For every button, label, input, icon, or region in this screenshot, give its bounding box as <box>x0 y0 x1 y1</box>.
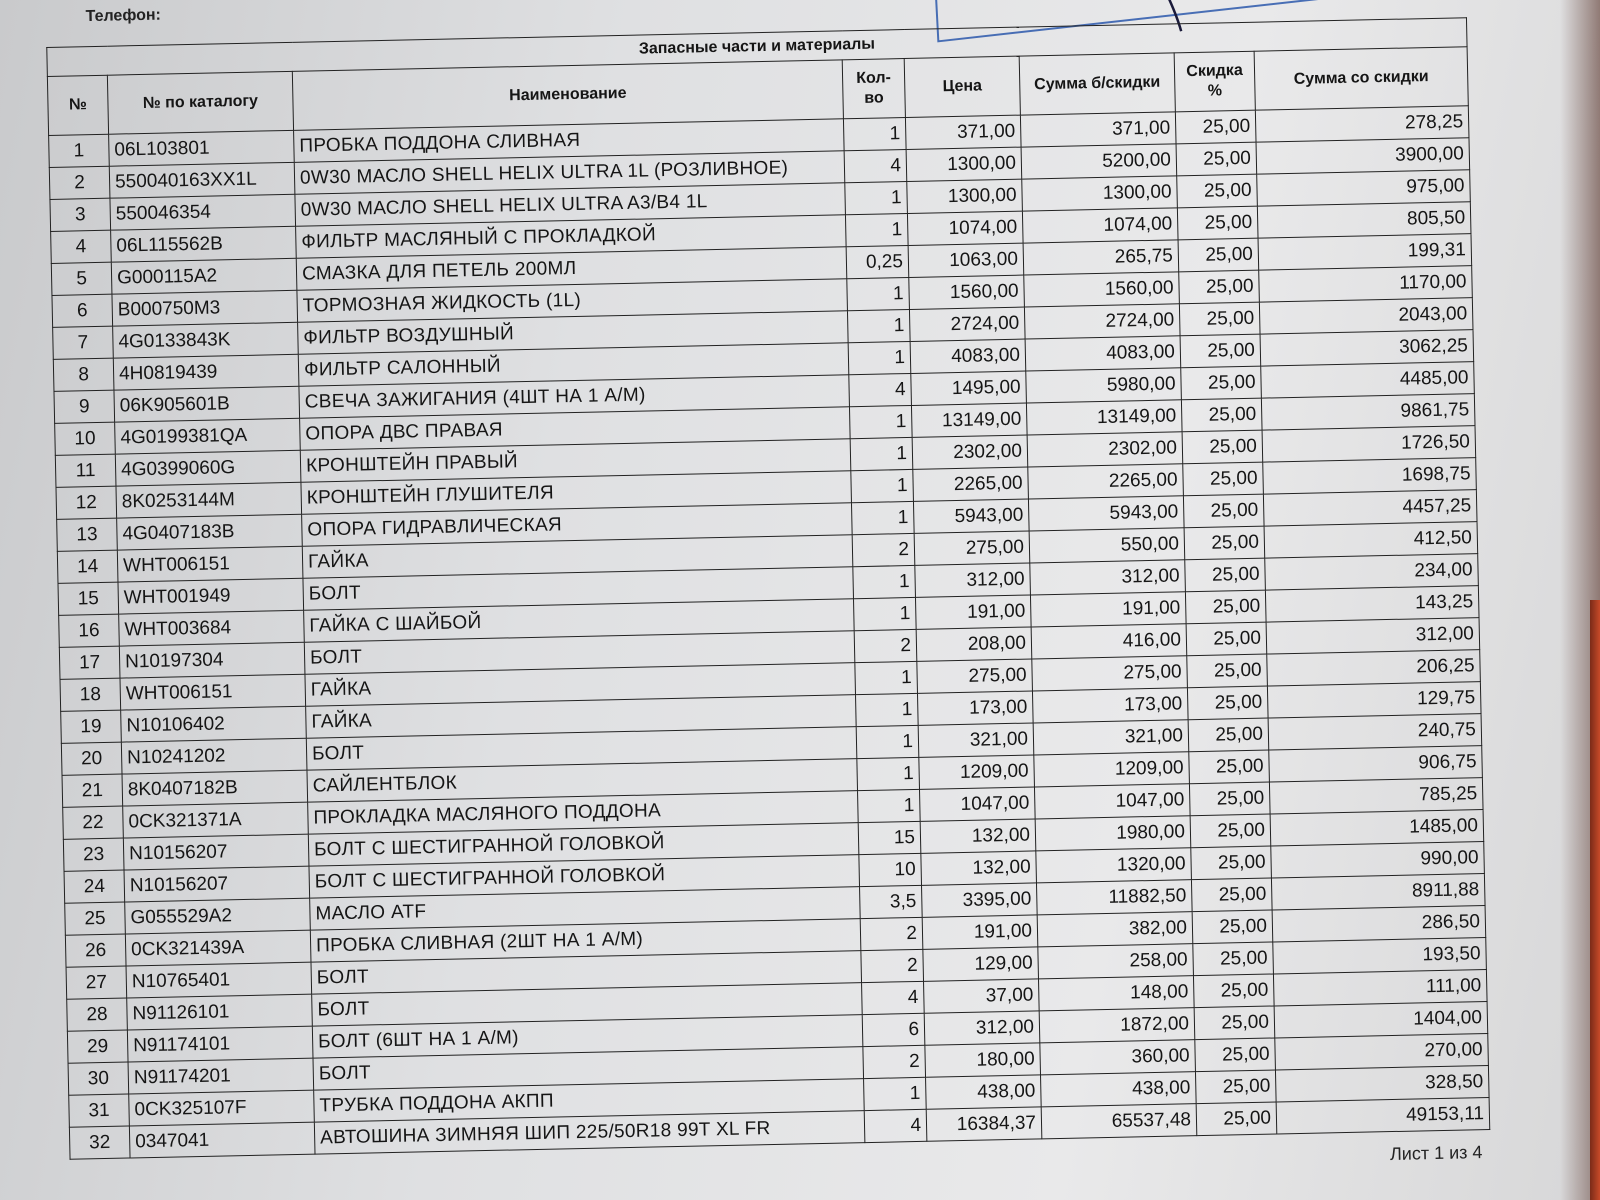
part-name: СМАЗКА ДЛЯ ПЕТЕЛЬ 200МЛ <box>296 247 847 291</box>
discount-percent: 25,00 <box>1177 174 1258 208</box>
price: 438,00 <box>926 1075 1042 1109</box>
sum-without-discount: 2265,00 <box>1028 464 1184 499</box>
price: 1300,00 <box>906 147 1022 181</box>
price: 1074,00 <box>907 211 1023 245</box>
sum-with-discount: 286,50 <box>1272 906 1486 942</box>
discount-percent: 25,00 <box>1176 142 1257 176</box>
sum-without-discount: 1980,00 <box>1035 816 1191 851</box>
price: 1063,00 <box>908 243 1024 277</box>
catalog-number: 06L103801 <box>109 130 295 166</box>
row-number: 16 <box>59 614 120 647</box>
row-number: 11 <box>55 454 116 487</box>
catalog-number: WHT006151 <box>117 546 303 582</box>
discount-percent: 25,00 <box>1191 846 1272 880</box>
catalog-number: 4G0133843K <box>113 322 299 358</box>
sum-with-discount: 4457,25 <box>1263 490 1477 526</box>
sum-with-discount: 1485,00 <box>1270 810 1484 846</box>
catalog-number: 8K0253144M <box>116 482 302 518</box>
sum-without-discount: 173,00 <box>1032 688 1188 723</box>
price: 132,00 <box>920 819 1036 853</box>
quantity: 1 <box>847 309 910 342</box>
price: 1560,00 <box>909 275 1025 309</box>
catalog-number: 4G0399060G <box>115 450 301 486</box>
catalog-number: 4G0199381QA <box>115 418 301 454</box>
sum-without-discount: 1320,00 <box>1036 848 1192 883</box>
col-header-sum: Сумма б/скидки <box>1019 53 1175 115</box>
catalog-number: 0CK321439A <box>125 930 311 966</box>
sum-without-discount: 148,00 <box>1038 976 1194 1011</box>
col-header-price: Цена <box>904 56 1020 117</box>
sum-without-discount: 1209,00 <box>1034 752 1190 787</box>
price: 2265,00 <box>913 467 1029 501</box>
table-title: Запасные части и материалы <box>47 18 1467 77</box>
quantity: 2 <box>863 1045 926 1078</box>
sum-without-discount: 1872,00 <box>1039 1008 1195 1043</box>
sum-without-discount: 416,00 <box>1031 624 1187 659</box>
part-name: БОЛТ <box>304 631 855 675</box>
sum-without-discount: 65537,48 <box>1041 1104 1197 1139</box>
price: 180,00 <box>925 1043 1041 1077</box>
sum-without-discount: 275,00 <box>1032 656 1188 691</box>
sum-with-discount: 278,25 <box>1255 106 1469 142</box>
part-name: ГАЙКА <box>306 695 857 739</box>
price: 312,00 <box>924 1011 1040 1045</box>
part-name: САЙЛЕНТБЛОК <box>307 759 858 803</box>
quantity: 2 <box>861 949 924 982</box>
row-number: 25 <box>65 902 126 935</box>
discount-percent: 25,00 <box>1188 718 1269 752</box>
part-name: ГАЙКА <box>302 535 853 579</box>
discount-percent: 25,00 <box>1185 558 1266 592</box>
sum-with-discount: 3062,25 <box>1260 330 1474 366</box>
row-number: 9 <box>54 390 115 423</box>
sum-with-discount: 312,00 <box>1266 618 1480 654</box>
catalog-number: 06K905601B <box>114 386 300 422</box>
catalog-number: WHT001949 <box>118 578 304 614</box>
sum-with-discount: 785,25 <box>1269 778 1483 814</box>
part-name: 0W30 МАСЛО SHELL HELIX ULTRA A3/B4 1L <box>295 183 846 227</box>
price: 1495,00 <box>911 371 1027 405</box>
row-number: 27 <box>66 966 127 999</box>
row-number: 10 <box>55 422 116 455</box>
part-name: СВЕЧА ЗАЖИГАНИЯ (4ШТ НА 1 А/М) <box>299 375 850 419</box>
sum-with-discount: 111,00 <box>1273 970 1487 1006</box>
row-number: 24 <box>64 870 125 903</box>
price: 129,00 <box>923 947 1039 981</box>
price: 2302,00 <box>912 435 1028 469</box>
discount-percent: 25,00 <box>1175 110 1256 144</box>
part-name: ГАЙКА С ШАЙБОЙ <box>304 599 855 643</box>
part-name: БОЛТ <box>306 727 857 771</box>
price: 275,00 <box>914 531 1030 565</box>
discount-percent: 25,00 <box>1196 1102 1277 1136</box>
row-number: 31 <box>69 1094 130 1127</box>
quantity: 1 <box>850 437 913 470</box>
sum-without-discount: 11882,50 <box>1036 880 1192 915</box>
sum-without-discount: 382,00 <box>1037 912 1193 947</box>
row-number: 2 <box>49 166 110 199</box>
row-number: 4 <box>51 230 112 263</box>
discount-percent: 25,00 <box>1194 1006 1275 1040</box>
sum-without-discount: 1300,00 <box>1022 176 1178 211</box>
sum-with-discount: 3900,00 <box>1256 138 1470 174</box>
row-number: 30 <box>68 1062 129 1095</box>
price: 1047,00 <box>919 787 1035 821</box>
col-header-name: Наименование <box>292 60 843 131</box>
discount-percent: 25,00 <box>1182 430 1263 464</box>
discount-percent: 25,00 <box>1189 782 1270 816</box>
quantity: 3,5 <box>860 885 923 918</box>
quantity: 15 <box>858 821 921 854</box>
quantity: 1 <box>847 277 910 310</box>
sum-with-discount: 1170,00 <box>1259 266 1473 302</box>
quantity: 1 <box>858 789 921 822</box>
discount-percent: 25,00 <box>1192 910 1273 944</box>
sum-without-discount: 321,00 <box>1033 720 1189 755</box>
part-name: 0W30 МАСЛО SHELL HELIX ULTRA 1L (РОЗЛИВНОЕ) <box>294 151 845 195</box>
col-header-qty: Кол-во <box>842 59 905 119</box>
quantity: 1 <box>857 757 920 790</box>
sum-without-discount: 1074,00 <box>1022 208 1178 243</box>
price: 16384,37 <box>926 1107 1042 1141</box>
row-number: 22 <box>63 806 124 839</box>
sum-with-discount: 9861,75 <box>1261 394 1475 430</box>
row-number: 32 <box>69 1126 130 1159</box>
part-name: КРОНШТЕЙН ГЛУШИТЕЛЯ <box>301 471 852 515</box>
sum-without-discount: 550,00 <box>1029 528 1185 563</box>
discount-percent: 25,00 <box>1184 526 1265 560</box>
part-name: АВТОШИНА ЗИМНЯЯ ШИП 225/50R18 99T XL FR <box>314 1111 865 1155</box>
part-name: БОЛТ (6ШТ НА 1 А/М) <box>312 1015 863 1059</box>
discount-percent: 25,00 <box>1195 1038 1276 1072</box>
sum-without-discount: 191,00 <box>1030 592 1186 627</box>
catalog-number: WHT003684 <box>119 610 305 646</box>
discount-percent: 25,00 <box>1178 238 1259 272</box>
row-number: 26 <box>65 934 126 967</box>
quantity: 1 <box>856 725 919 758</box>
sum-without-discount: 1560,00 <box>1024 272 1180 307</box>
part-name: БОЛТ <box>312 983 863 1027</box>
row-number: 21 <box>62 774 123 807</box>
row-number: 13 <box>57 518 118 551</box>
row-number: 12 <box>56 486 117 519</box>
sum-with-discount: 143,25 <box>1265 586 1479 622</box>
part-name: ФИЛЬТР МАСЛЯНЫЙ С ПРОКЛАДКОЙ <box>296 215 847 259</box>
sum-with-discount: 199,31 <box>1258 234 1472 270</box>
price: 275,00 <box>917 659 1033 693</box>
discount-percent: 25,00 <box>1180 334 1261 368</box>
discount-percent: 25,00 <box>1191 878 1272 912</box>
sum-with-discount: 129,75 <box>1267 682 1481 718</box>
part-name: БОЛТ <box>303 567 854 611</box>
quantity: 1 <box>856 693 919 726</box>
quantity: 6 <box>862 1013 925 1046</box>
part-name: БОЛТ <box>313 1047 864 1091</box>
catalog-number: 8K0407182B <box>122 770 308 806</box>
part-name: ПРОКЛАДКА МАСЛЯНОГО ПОДДОНА <box>308 791 859 835</box>
quantity: 4 <box>844 150 907 183</box>
sum-with-discount: 193,50 <box>1273 938 1487 974</box>
catalog-number: N10241202 <box>121 738 307 774</box>
quantity: 1 <box>864 1077 927 1110</box>
catalog-number: N91174101 <box>127 1026 313 1062</box>
sum-without-discount: 371,00 <box>1020 112 1176 147</box>
price: 1300,00 <box>907 179 1023 213</box>
price: 4083,00 <box>910 339 1026 373</box>
price: 191,00 <box>922 915 1038 949</box>
page-counter: Лист 1 из 4 <box>1389 1142 1483 1164</box>
part-name: ТОРМОЗНАЯ ЖИДКОСТЬ (1L) <box>297 279 848 323</box>
sum-with-discount: 975,00 <box>1257 170 1471 206</box>
quantity: 1 <box>853 565 916 598</box>
sum-without-discount: 4083,00 <box>1025 336 1181 371</box>
col-header-num: № <box>47 75 108 135</box>
price: 208,00 <box>916 627 1032 661</box>
part-name: ОПОРА ГИДРАВЛИЧЕСКАЯ <box>302 503 853 547</box>
quantity: 1 <box>851 469 914 502</box>
price: 132,00 <box>921 851 1037 885</box>
part-name: БОЛТ С ШЕСТИГРАННОЙ ГОЛОВКОЙ <box>309 855 860 899</box>
price: 1209,00 <box>919 755 1035 789</box>
catalog-number: N10765401 <box>126 962 312 998</box>
sum-without-discount: 1047,00 <box>1034 784 1190 819</box>
price: 371,00 <box>905 115 1021 149</box>
part-name: ФИЛЬТР ВОЗДУШНЫЙ <box>298 311 849 355</box>
quantity: 4 <box>862 981 925 1014</box>
part-name: КРОНШТЕЙН ПРАВЫЙ <box>300 439 851 483</box>
row-number: 7 <box>53 326 114 359</box>
quantity: 0,25 <box>846 245 909 278</box>
sum-without-discount: 360,00 <box>1040 1040 1196 1075</box>
catalog-number: 550046354 <box>110 194 296 230</box>
col-header-discount: Скидка % <box>1174 51 1255 112</box>
discount-percent: 25,00 <box>1181 366 1262 400</box>
catalog-number: G000115A2 <box>111 258 297 294</box>
part-name: ПРОБКА ПОДДОНА СЛИВНАЯ <box>294 119 845 163</box>
catalog-number: N10106402 <box>121 706 307 742</box>
price: 312,00 <box>915 563 1031 597</box>
discount-percent: 25,00 <box>1177 206 1258 240</box>
quantity: 1 <box>843 118 906 151</box>
quantity: 2 <box>854 629 917 662</box>
part-name: ОПОРА ДВС ПРАВАЯ <box>300 407 851 451</box>
discount-percent: 25,00 <box>1185 590 1266 624</box>
catalog-number: N10156207 <box>124 866 310 902</box>
catalog-number: 550040163XX1L <box>109 162 295 198</box>
row-number: 19 <box>61 710 122 743</box>
sum-without-discount: 265,75 <box>1023 240 1179 275</box>
sum-with-discount: 2043,00 <box>1259 298 1473 334</box>
table-body <box>49 106 1490 1160</box>
sum-without-discount: 2724,00 <box>1024 304 1180 339</box>
price: 321,00 <box>918 723 1034 757</box>
sum-with-discount: 206,25 <box>1267 650 1481 686</box>
row-number: 18 <box>60 678 121 711</box>
sum-with-discount: 240,75 <box>1268 714 1482 750</box>
row-number: 5 <box>51 262 112 295</box>
sum-without-discount: 5200,00 <box>1021 144 1177 179</box>
quantity: 1 <box>845 182 908 215</box>
catalog-number: 4H0819439 <box>113 354 299 390</box>
catalog-number: B000750M3 <box>112 290 298 326</box>
discount-percent: 25,00 <box>1187 654 1268 688</box>
quantity: 1 <box>851 501 914 534</box>
sum-without-discount: 5943,00 <box>1028 496 1184 531</box>
catalog-number: 0347041 <box>129 1122 315 1158</box>
price: 2724,00 <box>909 307 1025 341</box>
sum-with-discount: 1726,50 <box>1262 426 1476 462</box>
sum-without-discount: 2302,00 <box>1027 432 1183 467</box>
sum-with-discount: 805,50 <box>1257 202 1471 238</box>
catalog-number: 4G0407183B <box>117 514 303 550</box>
part-name: ГАЙКА <box>305 663 856 707</box>
sum-with-discount: 49153,11 <box>1276 1098 1490 1134</box>
catalog-number: 06L115562B <box>111 226 297 262</box>
sum-without-discount: 312,00 <box>1030 560 1186 595</box>
price: 13149,00 <box>911 403 1027 437</box>
quantity: 4 <box>849 373 912 406</box>
discount-percent: 25,00 <box>1190 814 1271 848</box>
sum-without-discount: 438,00 <box>1041 1072 1197 1107</box>
row-number: 17 <box>59 646 120 679</box>
row-number: 20 <box>61 742 122 775</box>
part-name: МАСЛО ATF <box>310 887 861 931</box>
price: 37,00 <box>924 979 1040 1013</box>
col-header-catalog: № по каталогу <box>107 71 293 134</box>
quantity: 10 <box>859 853 922 886</box>
discount-percent: 25,00 <box>1195 1070 1276 1104</box>
sum-with-discount: 234,00 <box>1265 554 1479 590</box>
quantity: 1 <box>853 597 916 630</box>
catalog-number: WHT006151 <box>120 674 306 710</box>
quantity: 4 <box>864 1109 927 1142</box>
row-number: 6 <box>52 294 113 327</box>
price: 191,00 <box>915 595 1031 629</box>
sum-with-discount: 8911,88 <box>1271 874 1485 910</box>
discount-percent: 25,00 <box>1193 942 1274 976</box>
sum-without-discount: 258,00 <box>1038 944 1194 979</box>
quantity: 1 <box>849 405 912 438</box>
row-number: 23 <box>63 838 124 871</box>
discount-percent: 25,00 <box>1183 462 1264 496</box>
sum-with-discount: 328,50 <box>1275 1066 1489 1102</box>
part-name: БОЛТ С ШЕСТИГРАННОЙ ГОЛОВКОЙ <box>308 823 859 867</box>
discount-percent: 25,00 <box>1193 974 1274 1008</box>
sum-with-discount: 270,00 <box>1275 1034 1489 1070</box>
catalog-number: N10156207 <box>123 834 309 870</box>
discount-percent: 25,00 <box>1183 494 1264 528</box>
sum-with-discount: 990,00 <box>1271 842 1485 878</box>
sum-with-discount: 1698,75 <box>1263 458 1477 494</box>
sum-with-discount: 412,50 <box>1264 522 1478 558</box>
col-header-total: Сумма со скидки <box>1254 47 1468 110</box>
price: 5943,00 <box>913 499 1029 533</box>
phone-label: Телефон: <box>85 6 162 26</box>
part-name: ПРОБКА СЛИВНАЯ (2ШТ НА 1 А/М) <box>310 919 861 963</box>
row-number: 8 <box>53 358 114 391</box>
parts-table <box>46 17 1490 1160</box>
background-object <box>1590 600 1600 1200</box>
discount-percent: 25,00 <box>1186 622 1267 656</box>
catalog-number: 0CK321371A <box>123 802 309 838</box>
part-name: ФИЛЬТР САЛОННЫЙ <box>298 343 849 387</box>
quantity: 2 <box>852 533 915 566</box>
discount-percent: 25,00 <box>1187 686 1268 720</box>
document-sheet <box>26 0 1511 1200</box>
discount-percent: 25,00 <box>1179 302 1260 336</box>
part-name: ТРУБКА ПОДДОНА АКПП <box>314 1079 865 1123</box>
row-number: 29 <box>67 1030 128 1063</box>
sum-with-discount: 906,75 <box>1269 746 1483 782</box>
discount-percent: 25,00 <box>1189 750 1270 784</box>
discount-percent: 25,00 <box>1181 398 1262 432</box>
sum-without-discount: 13149,00 <box>1026 400 1182 435</box>
sum-without-discount: 5980,00 <box>1026 368 1182 403</box>
row-number: 28 <box>67 998 128 1031</box>
quantity: 1 <box>848 341 911 374</box>
row-number: 1 <box>49 134 110 167</box>
discount-percent: 25,00 <box>1179 270 1260 304</box>
row-number: 15 <box>58 582 119 615</box>
row-number: 3 <box>50 198 111 231</box>
quantity: 1 <box>845 213 908 246</box>
price: 3395,00 <box>922 883 1038 917</box>
sum-with-discount: 4485,00 <box>1261 362 1475 398</box>
quantity: 1 <box>855 661 918 694</box>
catalog-number: N10197304 <box>119 642 305 678</box>
quantity: 2 <box>860 917 923 950</box>
catalog-number: 0CK325107F <box>129 1090 315 1126</box>
part-name: БОЛТ <box>311 951 862 995</box>
row-number: 14 <box>57 550 118 583</box>
sum-with-discount: 1404,00 <box>1274 1002 1488 1038</box>
catalog-number: N91126101 <box>127 994 313 1030</box>
catalog-number: N91174201 <box>128 1058 314 1094</box>
price: 173,00 <box>917 691 1033 725</box>
catalog-number: G055529A2 <box>125 898 311 934</box>
